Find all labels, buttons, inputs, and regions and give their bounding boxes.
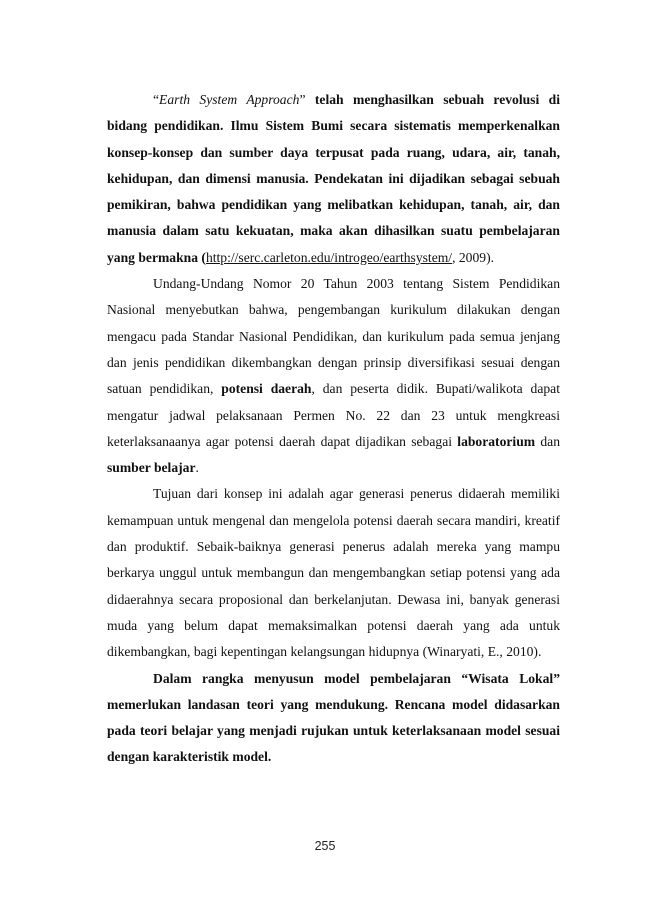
highlight-sumber-belajar: sumber belajar xyxy=(107,460,196,476)
paragraph-2-text-a: Undang-Undang Nomor 20 Tahun 2003 tentang Sistem Pendidikan Nasional menyebutkan bahwa, pengembangan kurikulum dilakukan dengan mengacu pada Standar Nasional Pendidikan, dan kurikulum pada semua jenjang dan jenis pendidikan dikembangkan dengan prinsip diversifikasi sesuai dengan satuan pendidikan, xyxy=(107,276,560,397)
close-quote: ” xyxy=(299,92,306,107)
highlight-potensi-daerah: potensi daerah xyxy=(221,381,312,397)
paragraph-1-text: telah menghasilkan sebuah revolusi di bidang pendidikan. Ilmu Sistem Bumi secara sistematis memperkenalkan konsep-konsep dan sumber daya terpusat pada ruang, udara, air, tanah, kehidupan, dan dimensi manusia. Pendekatan ini dijadikan sebagai sebuah pemikiran, bahwa pendidikan yang melibatkan kehidupan, tanah, air, dan manusia dalam satu kekuatan, maka akan dihasilkan suatu pembelajaran yang bermakna ( xyxy=(107,92,560,265)
term-earth-system-approach: Earth System Approach xyxy=(159,92,300,107)
paragraph-2-text-d: . xyxy=(195,460,199,476)
open-quote: “ xyxy=(153,92,160,107)
paragraph-2-text-c: dan xyxy=(535,433,560,449)
reference-link[interactable]: http://serc.carleton.edu/introgeo/earthsystem/ xyxy=(205,249,453,265)
paragraph-4: Dalam rangka menyusun model pembelajaran “Wisata Lokal” memerlukan landasan teori yang mendukung. Rencana model didasarkan pada teori belajar yang menjadi rujukan untuk keterlaksanaan model sesuai dengan karakteristik model. xyxy=(107,670,560,765)
paragraph-2-text-b: , dan peserta didik. Bupati/walikota dapat mengatur jadwal pelaksanaan Permen No. 22 dan 23 untuk mengkreasi keterlaksanaanya agar potensi daerah dapat dijadikan sebagai xyxy=(107,381,560,449)
paragraph-3: Tujuan dari konsep ini adalah agar generasi penerus didaerah memiliki kemampuan untuk mengenal dan mengelola potensi daerah secara mandiri, kreatif dan produktif. Sebaik-baiknya generasi penerus adalah mereka yang mampu berkarya unggul untuk membangun dan mengembangkan setiap potensi yang ada didaerahnya secara proposional dan berkelanjutan. Dewasa ini, banyak generasi muda yang belum dapat memaksimalkan potensi daerah yang ada untuk dikembangkan, bagi kepentingan kelangsungan hidupnya (Winaryati, E., 2010). xyxy=(107,486,560,660)
paragraph-1-citation: , 2009). xyxy=(452,249,494,265)
highlight-laboratorium: laboratorium xyxy=(457,433,536,449)
paragraph-2 xyxy=(107,271,560,481)
page-number: 255 xyxy=(314,839,336,853)
body-text xyxy=(107,87,560,771)
paragraph-1 xyxy=(107,87,560,271)
